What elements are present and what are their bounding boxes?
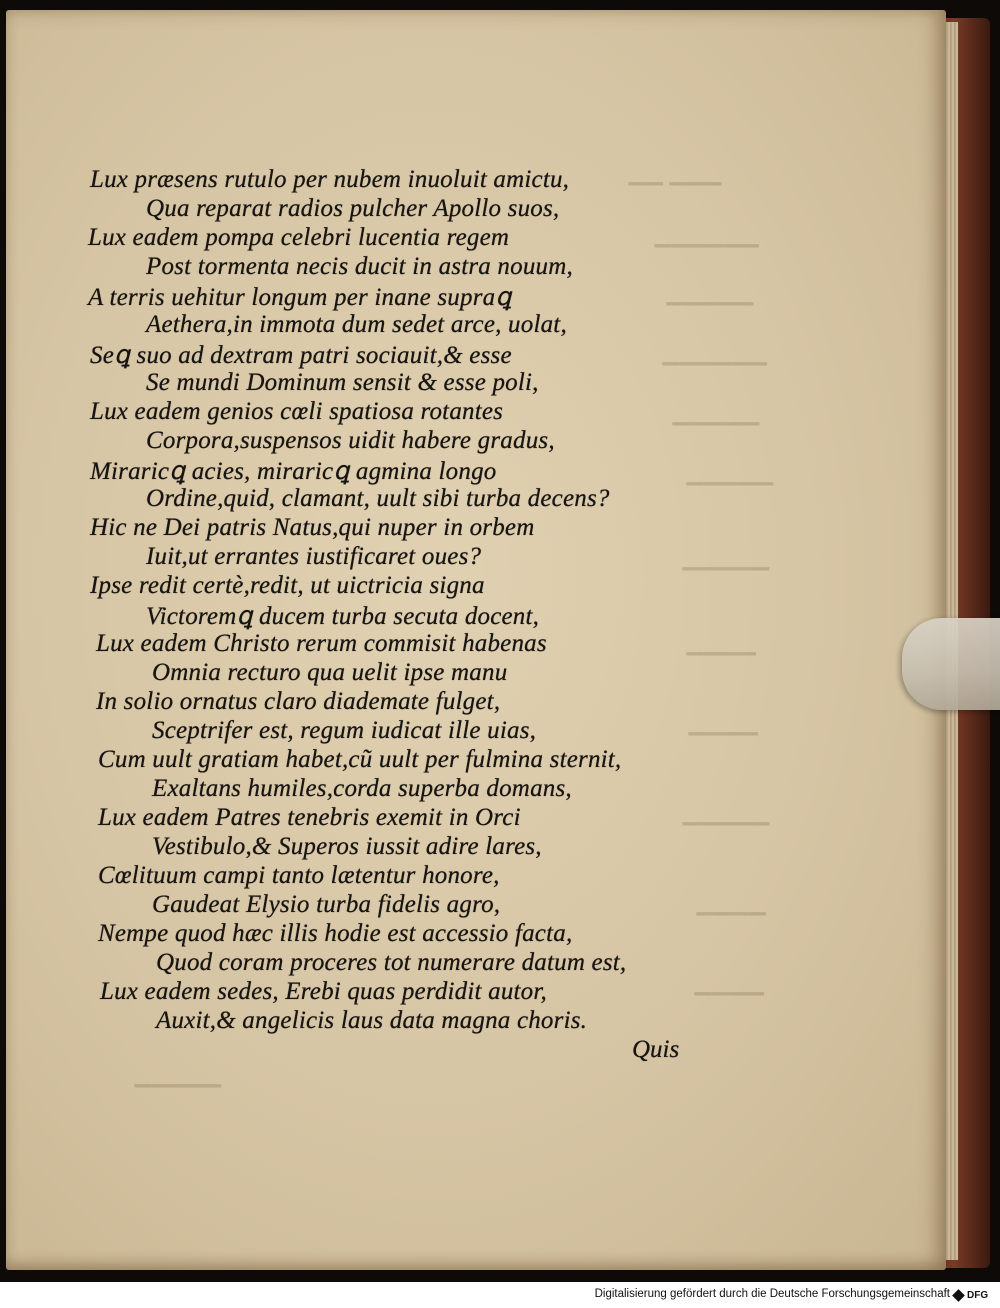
- verse-line: Lux eadem pompa celebri lucentia regem: [88, 224, 510, 251]
- show-through-mark: ▁▁▁▁: [694, 970, 764, 995]
- verse-line: Omnia recturo qua uelit ipse manu: [152, 659, 508, 686]
- show-through-mark: ▁▁▁▁▁: [666, 280, 754, 305]
- show-through-mark: ▁▁▁▁: [688, 710, 758, 735]
- verse-line: In solio ornatus claro diademate fulget,: [96, 688, 501, 715]
- verse-line: Ipse redit certè,redit, ut uictricia signa: [90, 572, 485, 599]
- verse-line: Lux eadem Christo rerum commisit habenas: [96, 630, 547, 657]
- verse-line: Miraricꝗ acies, miraricꝗ agmina longo: [90, 458, 497, 485]
- show-through-mark: ▁▁▁▁▁: [682, 545, 770, 570]
- show-through-mark: ▁▁▁▁: [686, 630, 756, 655]
- verse-line: Se mundi Dominum sensit & esse poli,: [146, 369, 539, 396]
- verse-line: A terris uehitur longum per inane supraꝗ: [88, 284, 512, 311]
- verse-line: Cum uult gratiam habet,cũ uult per fulmina sternit,: [98, 746, 622, 773]
- dfg-logo: [954, 1286, 994, 1304]
- show-through-mark: ▁▁▁▁▁: [682, 800, 770, 825]
- digitization-footer: [0, 1282, 1000, 1308]
- dfg-diamond-icon: [952, 1289, 965, 1302]
- verse-line: Iuit,ut errantes iustificaret oues?: [146, 543, 482, 570]
- verse-line: Seꝗ suo ad dextram patri sociauit,& esse: [90, 342, 512, 369]
- verse-line: Vestibulo,& Superos iussit adire lares,: [152, 833, 542, 860]
- page-holder-clamp: [902, 618, 1000, 710]
- verse-line: Aethera,in immota dum sedet arce, uolat,: [146, 311, 567, 338]
- verse-line: Auxit,& angelicis laus data magna choris.: [156, 1007, 588, 1034]
- show-through-mark: ▁▁▁▁▁: [134, 1062, 222, 1087]
- verse-line: Lux eadem Patres tenebris exemit in Orci: [98, 804, 521, 831]
- verse-line: Ordine,quid, clamant, uult sibi turba decens?: [146, 485, 610, 512]
- verse-line: Sceptrifer est, regum iudicat ille uias,: [152, 717, 537, 744]
- verse-line: Qua reparat radios pulcher Apollo suos,: [146, 195, 560, 222]
- dfg-logo-text: DFG: [967, 1289, 989, 1301]
- catchword: Quis: [632, 1036, 680, 1063]
- show-through-mark: ▁▁▁▁▁: [672, 400, 760, 425]
- show-through-mark: ▁▁▁▁▁: [686, 460, 774, 485]
- verse-line: Lux eadem genios cœli spatiosa rotantes: [90, 398, 504, 425]
- verse-line: Hic ne Dei patris Natus,qui nuper in orbem: [90, 514, 535, 541]
- verse-line: Corpora,suspensos uidit habere gradus,: [146, 427, 555, 454]
- verse-line: Cœlituum campi tanto lætentur honore,: [98, 862, 500, 889]
- show-through-mark: ▁▁▁▁: [696, 890, 766, 915]
- verse-line: Exaltans humiles,corda superba domans,: [152, 775, 572, 802]
- verse-line: Lux eadem sedes, Erebi quas perdidit autor,: [100, 978, 547, 1005]
- verse-line: Post tormenta necis ducit in astra nouum,: [146, 253, 573, 280]
- verse-line: Victoremꝗ ducem turba secuta docent,: [146, 603, 540, 630]
- funding-credit: Digitalisierung gefördert durch die Deutsche Forschungsgemeinschaft: [594, 1288, 950, 1300]
- show-through-mark: ▁▁▁▁▁▁: [654, 222, 759, 247]
- verse-line: Lux præsens rutulo per nubem inuoluit amictu,: [90, 166, 570, 193]
- verse-line: Quod coram proceres tot numerare datum est,: [156, 949, 627, 976]
- show-through-mark: ▁▁▁▁▁▁: [662, 340, 767, 365]
- show-through-mark: ▁▁▁ ▁▁: [628, 160, 722, 185]
- verse-line: Gaudeat Elysio turba fidelis agro,: [152, 891, 501, 918]
- verse-line: Nempe quod hæc illis hodie est accessio facta,: [98, 920, 573, 947]
